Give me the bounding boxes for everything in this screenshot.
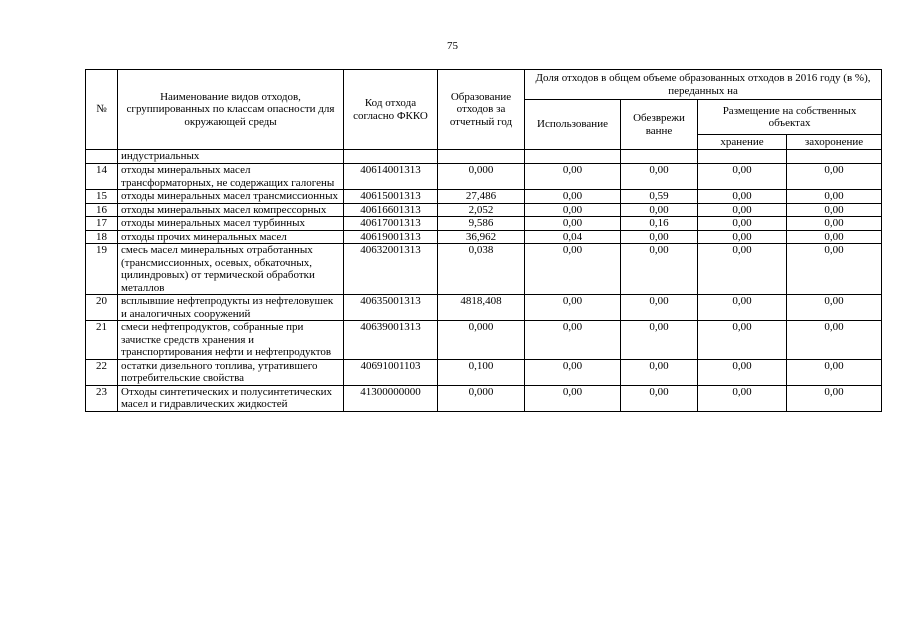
waste-name: отходы минеральных масел трансформаторных, не содержащих галогены <box>118 164 344 190</box>
fkko-code: 40619001313 <box>344 230 438 244</box>
continuation-name: индустриальных <box>118 150 344 164</box>
neutralization-value: 0,00 <box>621 385 698 411</box>
formation-value: 0,000 <box>438 321 525 360</box>
waste-name: остатки дизельного топлива, утратившего потребительские свойства <box>118 359 344 385</box>
waste-name: Отходы синтетических и полусинтетических масел и гидравлических жидкостей <box>118 385 344 411</box>
storage-value: 0,00 <box>698 385 787 411</box>
table-row <box>86 230 882 244</box>
header-name: Наименование видов отходов, сгруппированных по классам опасности для окружающей среды <box>118 70 344 150</box>
fkko-code: 41300000000 <box>344 385 438 411</box>
header-formation: Образование отходов за отчетный год <box>438 70 525 150</box>
waste-name: отходы прочих минеральных масел <box>118 230 344 244</box>
storage-value: 0,00 <box>698 230 787 244</box>
storage-value: 0,00 <box>698 190 787 204</box>
neutralization-value: 0,00 <box>621 203 698 217</box>
neutralization-value: 0,00 <box>621 164 698 190</box>
header-share-group: Доля отходов в общем объеме образованных отходов в 2016 году (в %), переданных на <box>525 70 882 100</box>
formation-value: 27,486 <box>438 190 525 204</box>
header-num: № <box>86 70 118 150</box>
row-number: 19 <box>86 244 118 295</box>
burial-value: 0,00 <box>787 164 882 190</box>
table-row <box>86 295 882 321</box>
header-burial: захоронение <box>787 135 882 150</box>
table-row <box>86 244 882 295</box>
formation-value: 4818,408 <box>438 295 525 321</box>
fkko-code: 40632001313 <box>344 244 438 295</box>
storage-value: 0,00 <box>698 217 787 231</box>
use-value: 0,00 <box>525 244 621 295</box>
row-number: 15 <box>86 190 118 204</box>
header-placement-group: Размещение на собственных объектах <box>698 100 882 135</box>
table-row <box>86 359 882 385</box>
formation-value: 0,038 <box>438 244 525 295</box>
neutralization-value: 0,00 <box>621 244 698 295</box>
storage-value: 0,00 <box>698 164 787 190</box>
fkko-code: 40616601313 <box>344 203 438 217</box>
header-use: Использование <box>525 100 621 150</box>
header-storage: хранение <box>698 135 787 150</box>
fkko-code: 40615001313 <box>344 190 438 204</box>
waste-table <box>85 69 882 412</box>
waste-name: смесь масел минеральных отработанных (трансмиссионных, осевых, обкаточных, цилиндровых) от термической обработки металлов <box>118 244 344 295</box>
use-value: 0,00 <box>525 385 621 411</box>
fkko-code: 40617001313 <box>344 217 438 231</box>
use-value: 0,00 <box>525 359 621 385</box>
row-number: 21 <box>86 321 118 360</box>
row-number: 16 <box>86 203 118 217</box>
neutralization-value: 0,00 <box>621 295 698 321</box>
table-row <box>86 190 882 204</box>
waste-name: отходы минеральных масел турбинных <box>118 217 344 231</box>
waste-name: отходы минеральных масел трансмиссионных <box>118 190 344 204</box>
fkko-code: 40635001313 <box>344 295 438 321</box>
formation-value: 9,586 <box>438 217 525 231</box>
burial-value: 0,00 <box>787 217 882 231</box>
burial-value: 0,00 <box>787 295 882 321</box>
storage-value: 0,00 <box>698 295 787 321</box>
burial-value: 0,00 <box>787 359 882 385</box>
burial-value: 0,00 <box>787 244 882 295</box>
row-number: 22 <box>86 359 118 385</box>
use-value: 0,00 <box>525 203 621 217</box>
storage-value: 0,00 <box>698 321 787 360</box>
row-number: 20 <box>86 295 118 321</box>
burial-value: 0,00 <box>787 385 882 411</box>
waste-name: отходы минеральных масел компрессорных <box>118 203 344 217</box>
use-value: 0,00 <box>525 190 621 204</box>
neutralization-value: 0,16 <box>621 217 698 231</box>
neutralization-value: 0,00 <box>621 230 698 244</box>
formation-value: 36,962 <box>438 230 525 244</box>
use-value: 0,00 <box>525 321 621 360</box>
header-code: Код отхода согласно ФККО <box>344 70 438 150</box>
burial-value: 0,00 <box>787 190 882 204</box>
storage-value: 0,00 <box>698 203 787 217</box>
waste-name: всплывшие нефтепродукты из нефтеловушек и аналогичных сооружений <box>118 295 344 321</box>
storage-value: 0,00 <box>698 244 787 295</box>
neutralization-value: 0,00 <box>621 359 698 385</box>
row-number: 23 <box>86 385 118 411</box>
burial-value: 0,00 <box>787 230 882 244</box>
neutralization-value: 0,00 <box>621 321 698 360</box>
table-row <box>86 217 882 231</box>
use-value: 0,04 <box>525 230 621 244</box>
table-row <box>86 385 882 411</box>
storage-value: 0,00 <box>698 359 787 385</box>
formation-value: 0,000 <box>438 164 525 190</box>
neutralization-value: 0,59 <box>621 190 698 204</box>
page-number: 75 <box>447 40 458 52</box>
row-number: 14 <box>86 164 118 190</box>
use-value: 0,00 <box>525 295 621 321</box>
header-neutralization: Обезврежи ванне <box>621 100 698 150</box>
waste-name: смеси нефтепродуктов, собранные при зачистке средств хранения и транспортирования нефти и нефтепродуктов <box>118 321 344 360</box>
formation-value: 0,000 <box>438 385 525 411</box>
use-value: 0,00 <box>525 217 621 231</box>
table-row <box>86 164 882 190</box>
formation-value: 0,100 <box>438 359 525 385</box>
formation-value: 2,052 <box>438 203 525 217</box>
continuation-row <box>86 150 882 164</box>
burial-value: 0,00 <box>787 203 882 217</box>
use-value: 0,00 <box>525 164 621 190</box>
row-number: 18 <box>86 230 118 244</box>
row-number: 17 <box>86 217 118 231</box>
burial-value: 0,00 <box>787 321 882 360</box>
table-row <box>86 203 882 217</box>
fkko-code: 40614001313 <box>344 164 438 190</box>
fkko-code: 40639001313 <box>344 321 438 360</box>
table-row <box>86 321 882 360</box>
fkko-code: 40691001103 <box>344 359 438 385</box>
